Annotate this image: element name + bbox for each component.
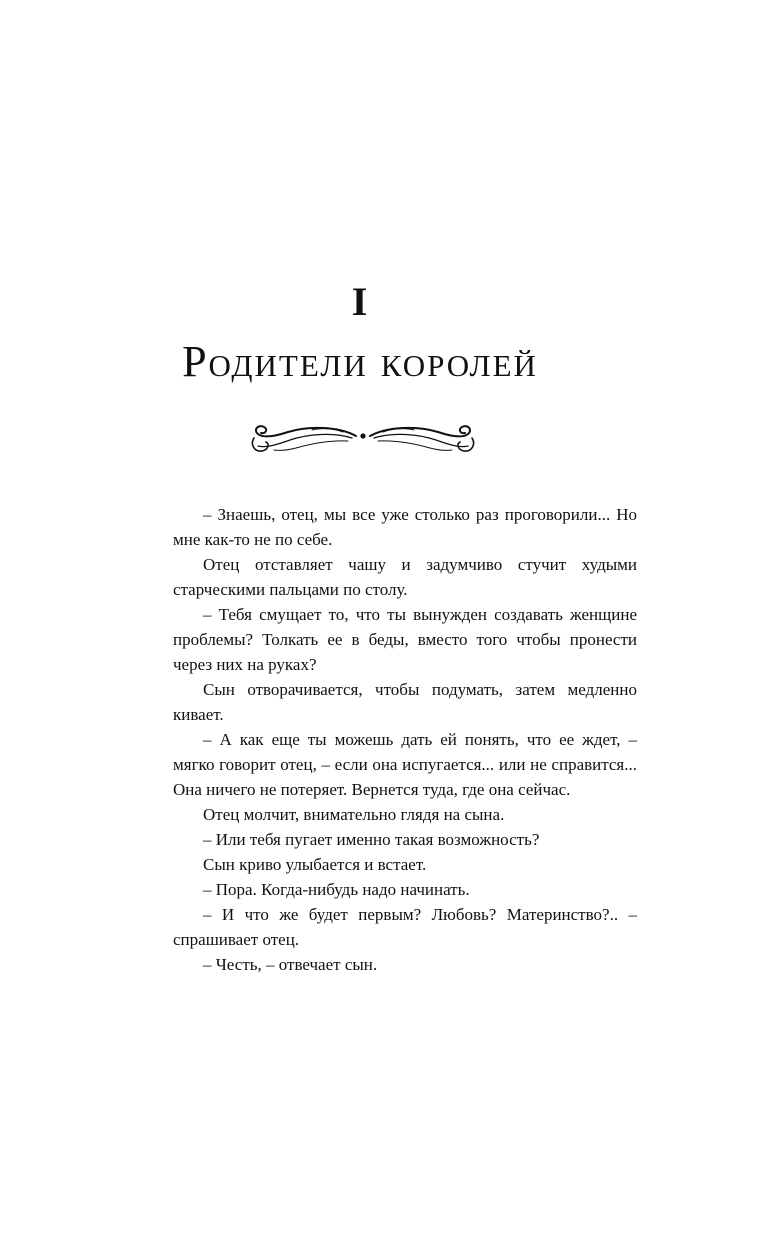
chapter-title: Родители королей xyxy=(182,337,538,386)
chapter-text xyxy=(173,502,637,977)
paragraph: – А как еще ты можешь дать ей понять, что ее ждет, – мягко говорит отец, – если она испугается... или не справится... Она ничего не потеряет. Вернется туда, где она сейчас. xyxy=(173,730,637,799)
chapter-number: I xyxy=(351,279,369,324)
paragraph: – Честь, – отвечает сын. xyxy=(203,955,378,974)
paragraph: Отец отставляет чашу и задумчиво стучит худыми старческими пальцами по столу. xyxy=(173,555,637,599)
paragraph: – Знаешь, отец, мы все уже столько раз проговорили... Но мне как-то не по себе. xyxy=(173,505,637,549)
flourish-divider-icon xyxy=(248,418,478,456)
paragraph: Сын криво улыбается и встает. xyxy=(203,855,427,874)
paragraph: Отец молчит, внимательно глядя на сына. xyxy=(203,805,505,824)
paragraph: – Пора. Когда-нибудь надо начинать. xyxy=(203,880,470,899)
paragraph: – Или тебя пугает именно такая возможность? xyxy=(203,830,540,849)
paragraph: Сын отворачивается, чтобы подумать, затем медленно кивает. xyxy=(173,680,637,724)
paragraph: – Тебя смущает то, что ты вынужден создавать женщине проблемы? Толкать ее в беды, вместо того чтобы пронести через них на руках? xyxy=(173,605,637,674)
paragraph: – И что же будет первым? Любовь? Материнство?.. – спрашивает отец. xyxy=(173,905,637,949)
